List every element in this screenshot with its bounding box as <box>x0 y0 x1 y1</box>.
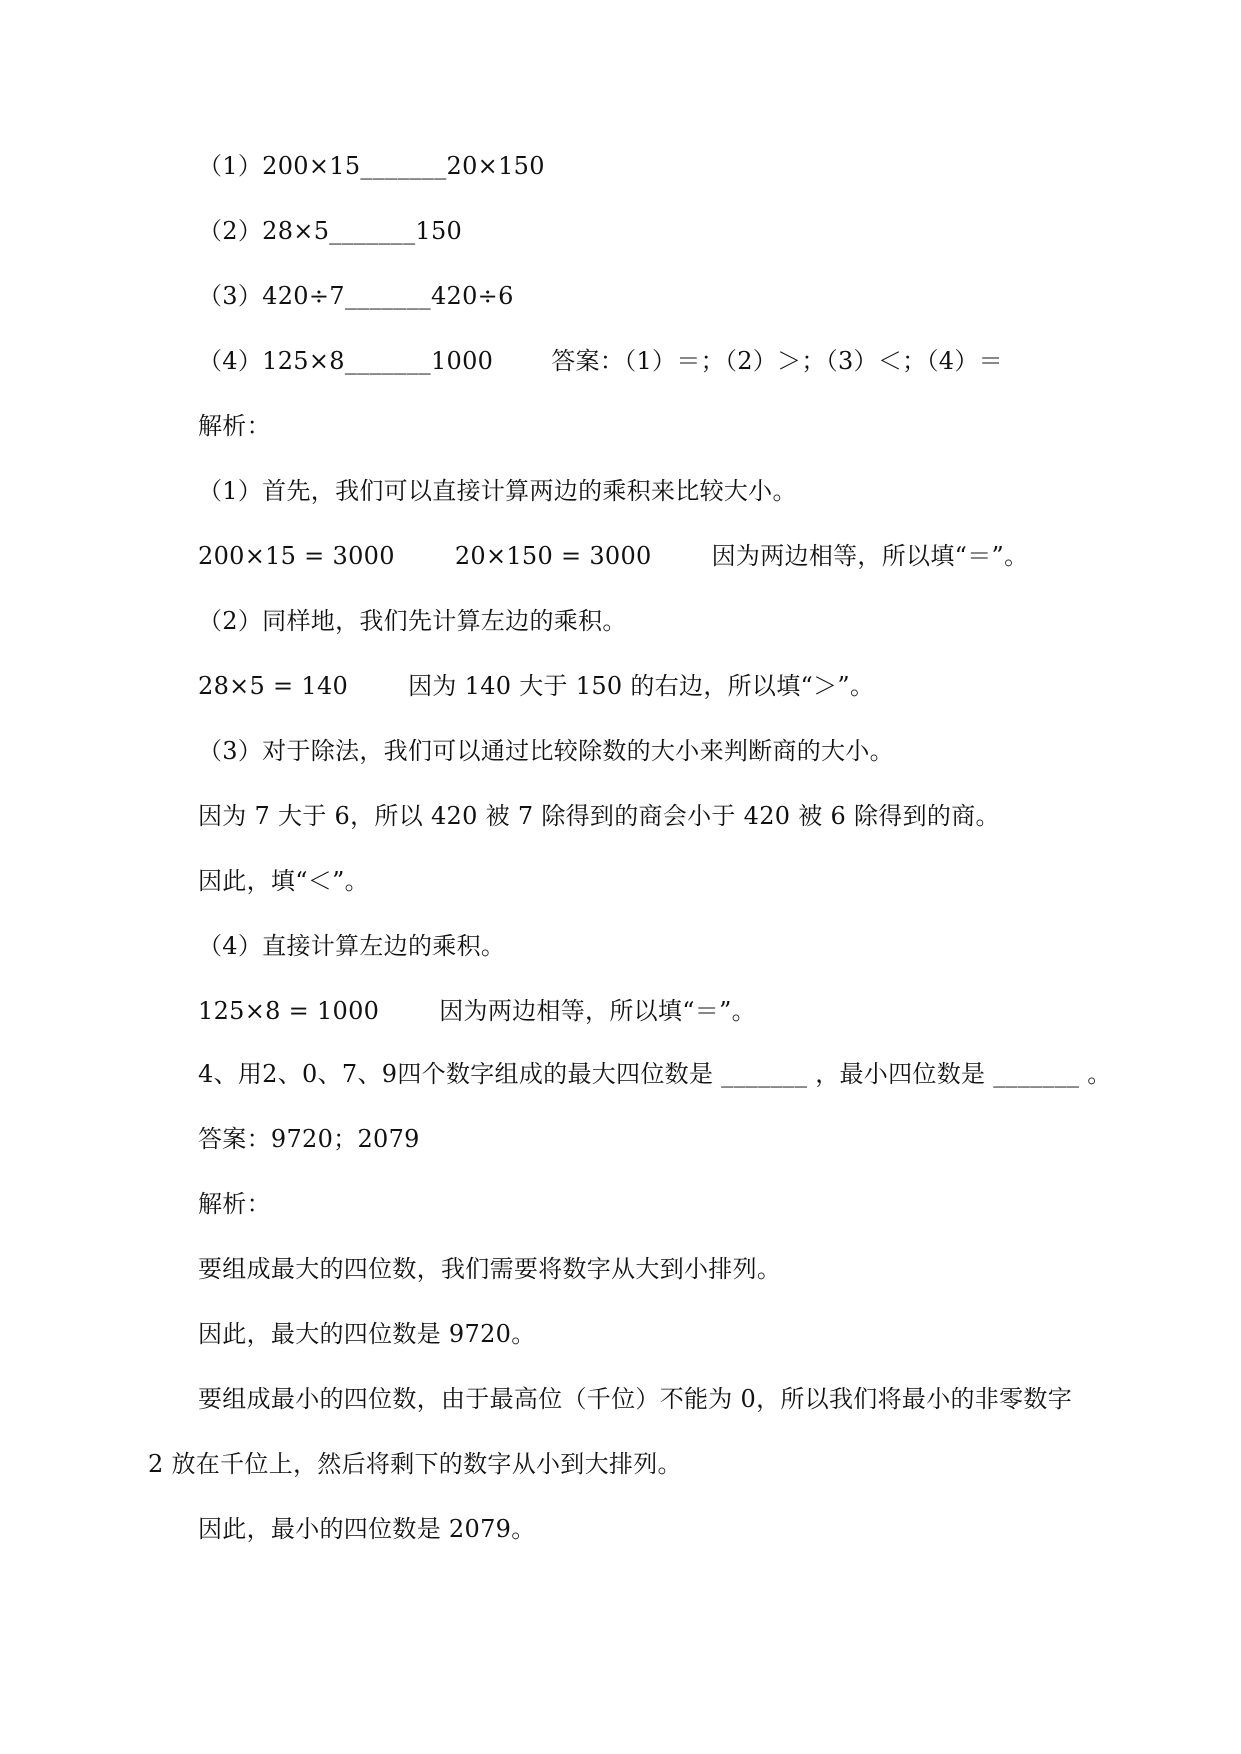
question-4-answer: 答案：9720；2079 <box>198 1125 420 1153</box>
q3-item-4: （4）125×8_______1000 <box>198 347 494 375</box>
q3-item-2: （2）28×5_______150 <box>198 217 463 245</box>
analysis-3-reason: 因为 7 大于 6，所以 420 被 7 除得到的商会小于 420 被 6 除得到的商。 <box>198 802 1000 830</box>
q3-item-4-row <box>198 345 1003 377</box>
analysis-3-conclusion: 因此，填“＜”。 <box>198 867 369 895</box>
analysis-1-calc-row <box>198 540 1028 572</box>
q4-min-method-line-2: 2 放在千位上，然后将剩下的数字从小到大排列。 <box>148 1450 682 1478</box>
analysis-2-intro: （2）同样地，我们先计算左边的乘积。 <box>198 607 627 635</box>
analysis-4-calc: 125×8 = 1000 <box>198 997 380 1025</box>
analysis-4-intro: （4）直接计算左边的乘积。 <box>198 932 506 960</box>
q4-max-method: 要组成最大的四位数，我们需要将数字从大到小排列。 <box>198 1255 782 1283</box>
analysis-1-conclusion: 因为两边相等，所以填“＝”。 <box>711 542 1029 570</box>
analysis-4-calc-row <box>198 995 756 1027</box>
analysis-4-conclusion: 因为两边相等，所以填“＝”。 <box>439 997 756 1025</box>
analysis-2-calc: 28×5 = 140 <box>198 672 349 700</box>
q4-max-result: 因此，最大的四位数是 9720。 <box>198 1320 536 1348</box>
analysis-1-calc-left: 200×15 = 3000 <box>198 542 395 570</box>
q3-item-3: （3）420÷7_______420÷6 <box>198 282 514 310</box>
q4-min-method-line-1: 要组成最小的四位数，由于最高位（千位）不能为 0，所以我们将最小的非零数字 <box>198 1385 1072 1413</box>
analysis-3-intro: （3）对于除法，我们可以通过比较除数的大小来判断商的大小。 <box>198 737 894 765</box>
analysis-2-calc-row <box>198 670 874 702</box>
analysis-label: 解析： <box>198 412 271 440</box>
analysis-2-conclusion: 因为 140 大于 150 的右边，所以填“＞”。 <box>408 672 875 700</box>
question-4: 4、用2、0、7、9四个数字组成的最大四位数是 _______ ，最小四位数是 _______ 。 <box>198 1060 1112 1088</box>
analysis-label-2: 解析： <box>198 1190 271 1218</box>
q3-answer: 答案：（1）＝；（2）＞；（3）＜；（4）＝ <box>551 347 1003 375</box>
q3-item-1: （1）200×15_______20×150 <box>198 152 545 180</box>
analysis-1-calc-right: 20×150 = 3000 <box>454 542 652 570</box>
q4-min-result: 因此，最小的四位数是 2079。 <box>198 1515 536 1543</box>
analysis-1-intro: （1）首先，我们可以直接计算两边的乘积来比较大小。 <box>198 477 797 505</box>
